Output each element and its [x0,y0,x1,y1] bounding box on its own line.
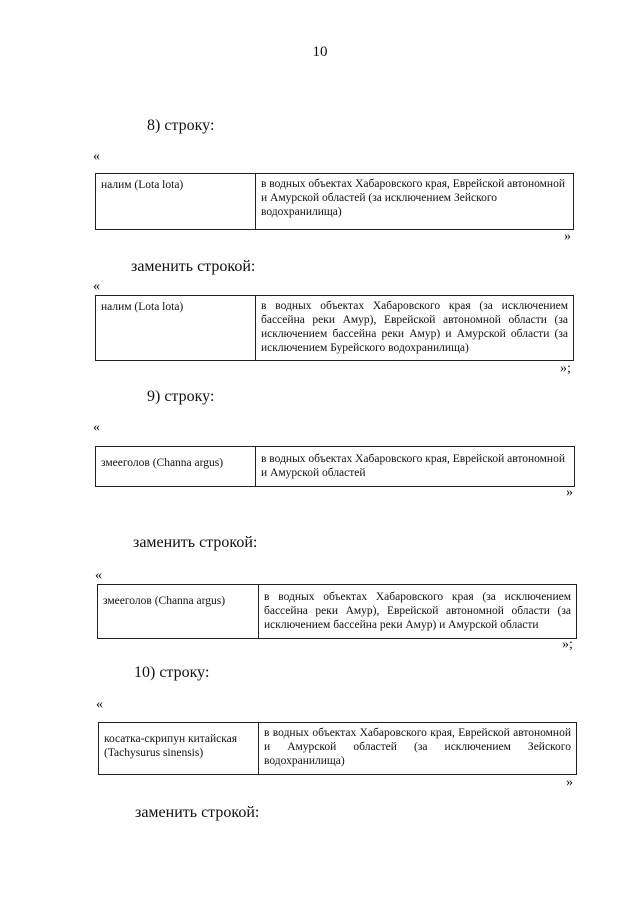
table-row-old [95,446,575,487]
area-cell: в водных объектах Хабаровского края, Еврейской автономной и Амурской областей [261,453,565,479]
area-cell: в водных объектах Хабаровского края, Еврейской автономной и Амурской областей (за исключением Зейского водохранилища) [261,178,565,218]
section-heading: 9) строку: [147,388,215,405]
close-quote: »; [562,637,573,652]
open-quote: « [93,279,100,294]
close-quote: » [564,229,571,244]
species-cell: налим (Lota lota) [96,174,256,229]
close-quote: »; [560,361,571,376]
table-row-new [97,584,577,639]
close-quote: » [566,775,573,790]
open-quote: « [93,420,100,435]
area-cell: в водных объектах Хабаровского края (за исключением бассейна реки Амур), Еврейской автономной области (за исключением бассейна реки Амур) и Амурской области [264,591,571,631]
species-cell: косатка-скрипун китайская (Tachysurus sinensis) [99,723,259,774]
replace-label: заменить строкой: [133,534,258,551]
table-row-old [98,722,577,775]
species-cell: налим (Lota lota) [96,296,256,360]
species-cell: змееголов (Channa argus) [98,585,259,638]
open-quote: « [96,697,103,712]
species-cell: змееголов (Channa argus) [96,447,256,486]
area-cell: в водных объектах Хабаровского края, Еврейской автономной и Амурской областей (за исключением Зейского водохранилища) [264,727,571,767]
open-quote: « [95,568,102,583]
close-quote: » [566,485,573,500]
section-heading: 8) строку: [147,117,215,134]
replace-label: заменить строкой: [135,804,260,821]
table-row-old [95,173,574,230]
open-quote: « [93,149,100,164]
area-cell: в водных объектах Хабаровского края (за исключением бассейна реки Амур), Еврейской автономной области (за исключением бассейна реки Амур) и Амурской области (за исключением Бурейского водохранилища) [261,300,568,354]
table-row-new [95,295,574,361]
replace-label: заменить строкой: [131,258,256,275]
page-number: 10 [312,44,328,60]
section-heading: 10) строку: [134,664,210,681]
